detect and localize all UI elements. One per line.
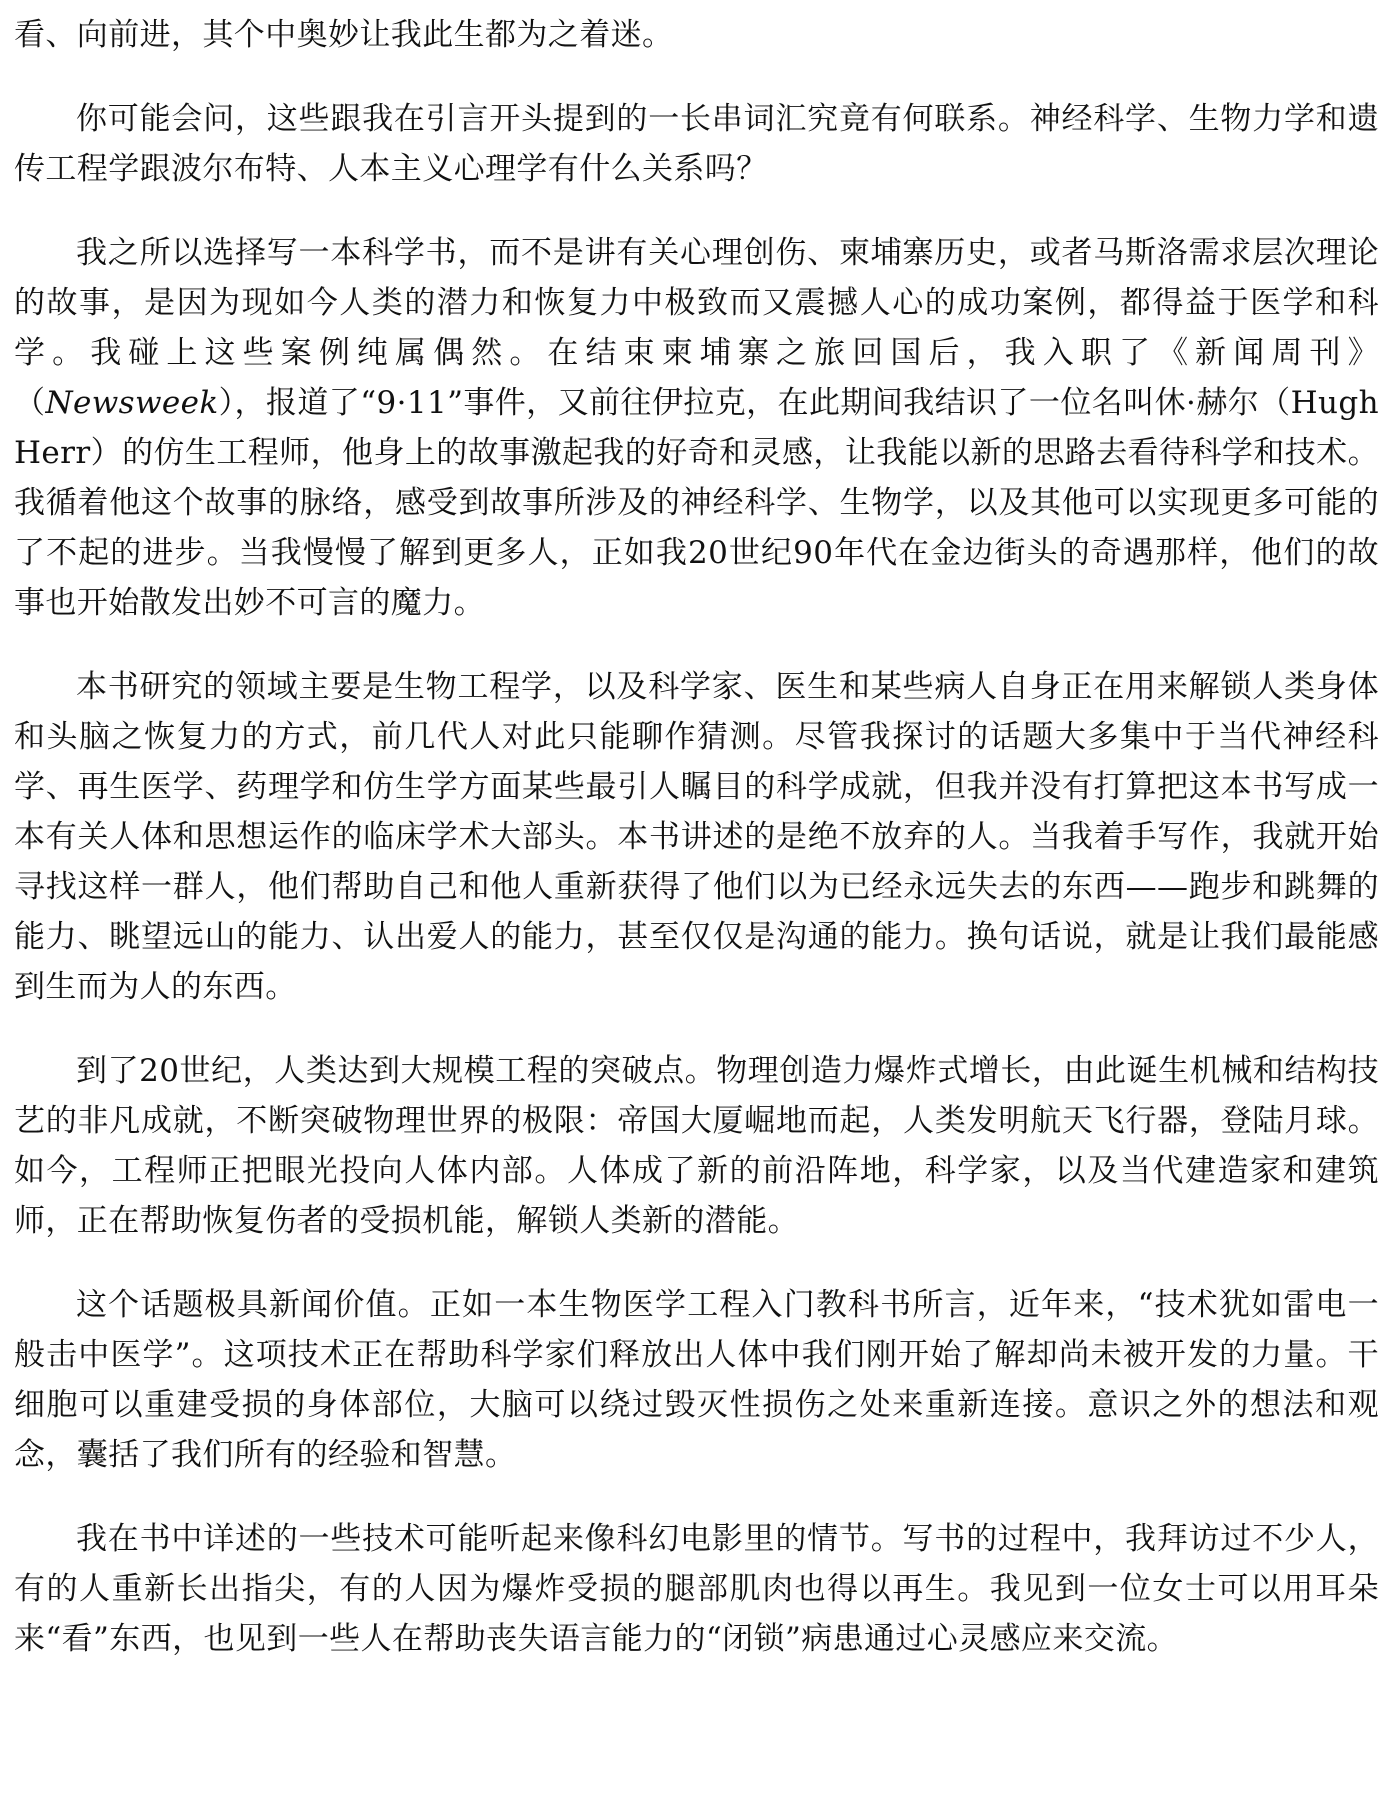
paragraph-20th-century: 到了20世纪，人类达到大规模工程的突破点。物理创造力爆炸式增长，由此诞生机械和结构技艺的非凡成就，不断突破物理世界的极限：帝国大厦崛地而起，人类发明航天飞行器，登陆月球。如今，工程师正把眼光投向人体内部。人体成了新的前沿阵地，科学家，以及当代建造家和建筑师，正在帮助恢复伤者的受损机能，解锁人类新的潜能。 [14, 1053, 1379, 1239]
paragraph-text-part-2: ），报道了“9·11”事件，又前往伊拉克，在此期间我结识了一位名叫休·赫尔（Hugh Herr）的仿生工程师，他身上的故事激起我的好奇和灵感，让我能以新的思路去看待科学和技术。我循着他这个故事的脉络，感受到故事所涉及的神经科学、生物学，以及其他可以实现更多可能的了不起的进步。当我慢慢了解到更多人，正如我20世纪90年代在金边街头的奇遇那样，他们的故事也开始散发出妙不可言的魔力。 [14, 385, 1380, 621]
paragraph-book-scope: 本书研究的领域主要是生物工程学，以及科学家、医生和某些病人自身正在用来解锁人类身体和头脑之恢复力的方式，前几代人对此只能聊作猜测。尽管我探讨的话题大多集中于当代神经科学、再生医学、药理学和仿生学方面某些最引人瞩目的科学成就，但我并没有打算把这本书写成一本有关人体和思想运作的临床学术大部头。本书讲述的是绝不放弃的人。当我着手写作，我就开始寻找这样一群人，他们帮助自己和他人重新获得了他们以为已经永远失去的东西——跑步和跳舞的能力、眺望远山的能力、认出爱人的能力，甚至仅仅是沟通的能力。换句话说，就是让我们最能感到生而为人的东西。 [14, 669, 1379, 1005]
italic-newsweek: Newsweek [45, 385, 219, 421]
paragraph-news-value: 这个话题极具新闻价值。正如一本生物医学工程入门教科书所言，近年来，“技术犹如雷电一般击中医学”。这项技术正在帮助科学家们释放出人体中我们刚开始了解却尚未被开发的力量。干细胞可以重建受损的身体部位，大脑可以绕过毁灭性损伤之处来重新连接。意识之外的想法和观念，囊括了我们所有的经验和智慧。 [14, 1287, 1379, 1473]
paragraph-sci-fi-tech: 我在书中详述的一些技术可能听起来像科幻电影里的情节。写书的过程中，我拜访过不少人，有的人重新长出指尖，有的人因为爆炸受损的腿部肌肉也得以再生。我见到一位女士可以用耳朵来“看”东西，也见到一些人在帮助丧失语言能力的“闭锁”病患通过心灵感应来交流。 [14, 1521, 1379, 1657]
paragraph-question: 你可能会问，这些跟我在引言开头提到的一长串词汇究竟有何联系。神经科学、生物力学和遗传工程学跟波尔布特、人本主义心理学有什么关系吗？ [14, 101, 1379, 187]
paragraph-text-part-1: 我之所以选择写一本科学书，而不是讲有关心理创伤、柬埔寨历史，或者马斯洛需求层次理论的故事，是因为现如今人类的潜力和恢复力中极致而又震撼人心的成功案例，都得益于医学和科学。我碰上这些案例纯属偶然。在结束柬埔寨之旅回国后，我入职了《新闻周刊》（ [14, 235, 1379, 421]
paragraph-why-science-book [14, 228, 1379, 628]
paragraph-continuation: 看、向前进，其个中奥妙让我此生都为之着迷。 [14, 17, 674, 53]
